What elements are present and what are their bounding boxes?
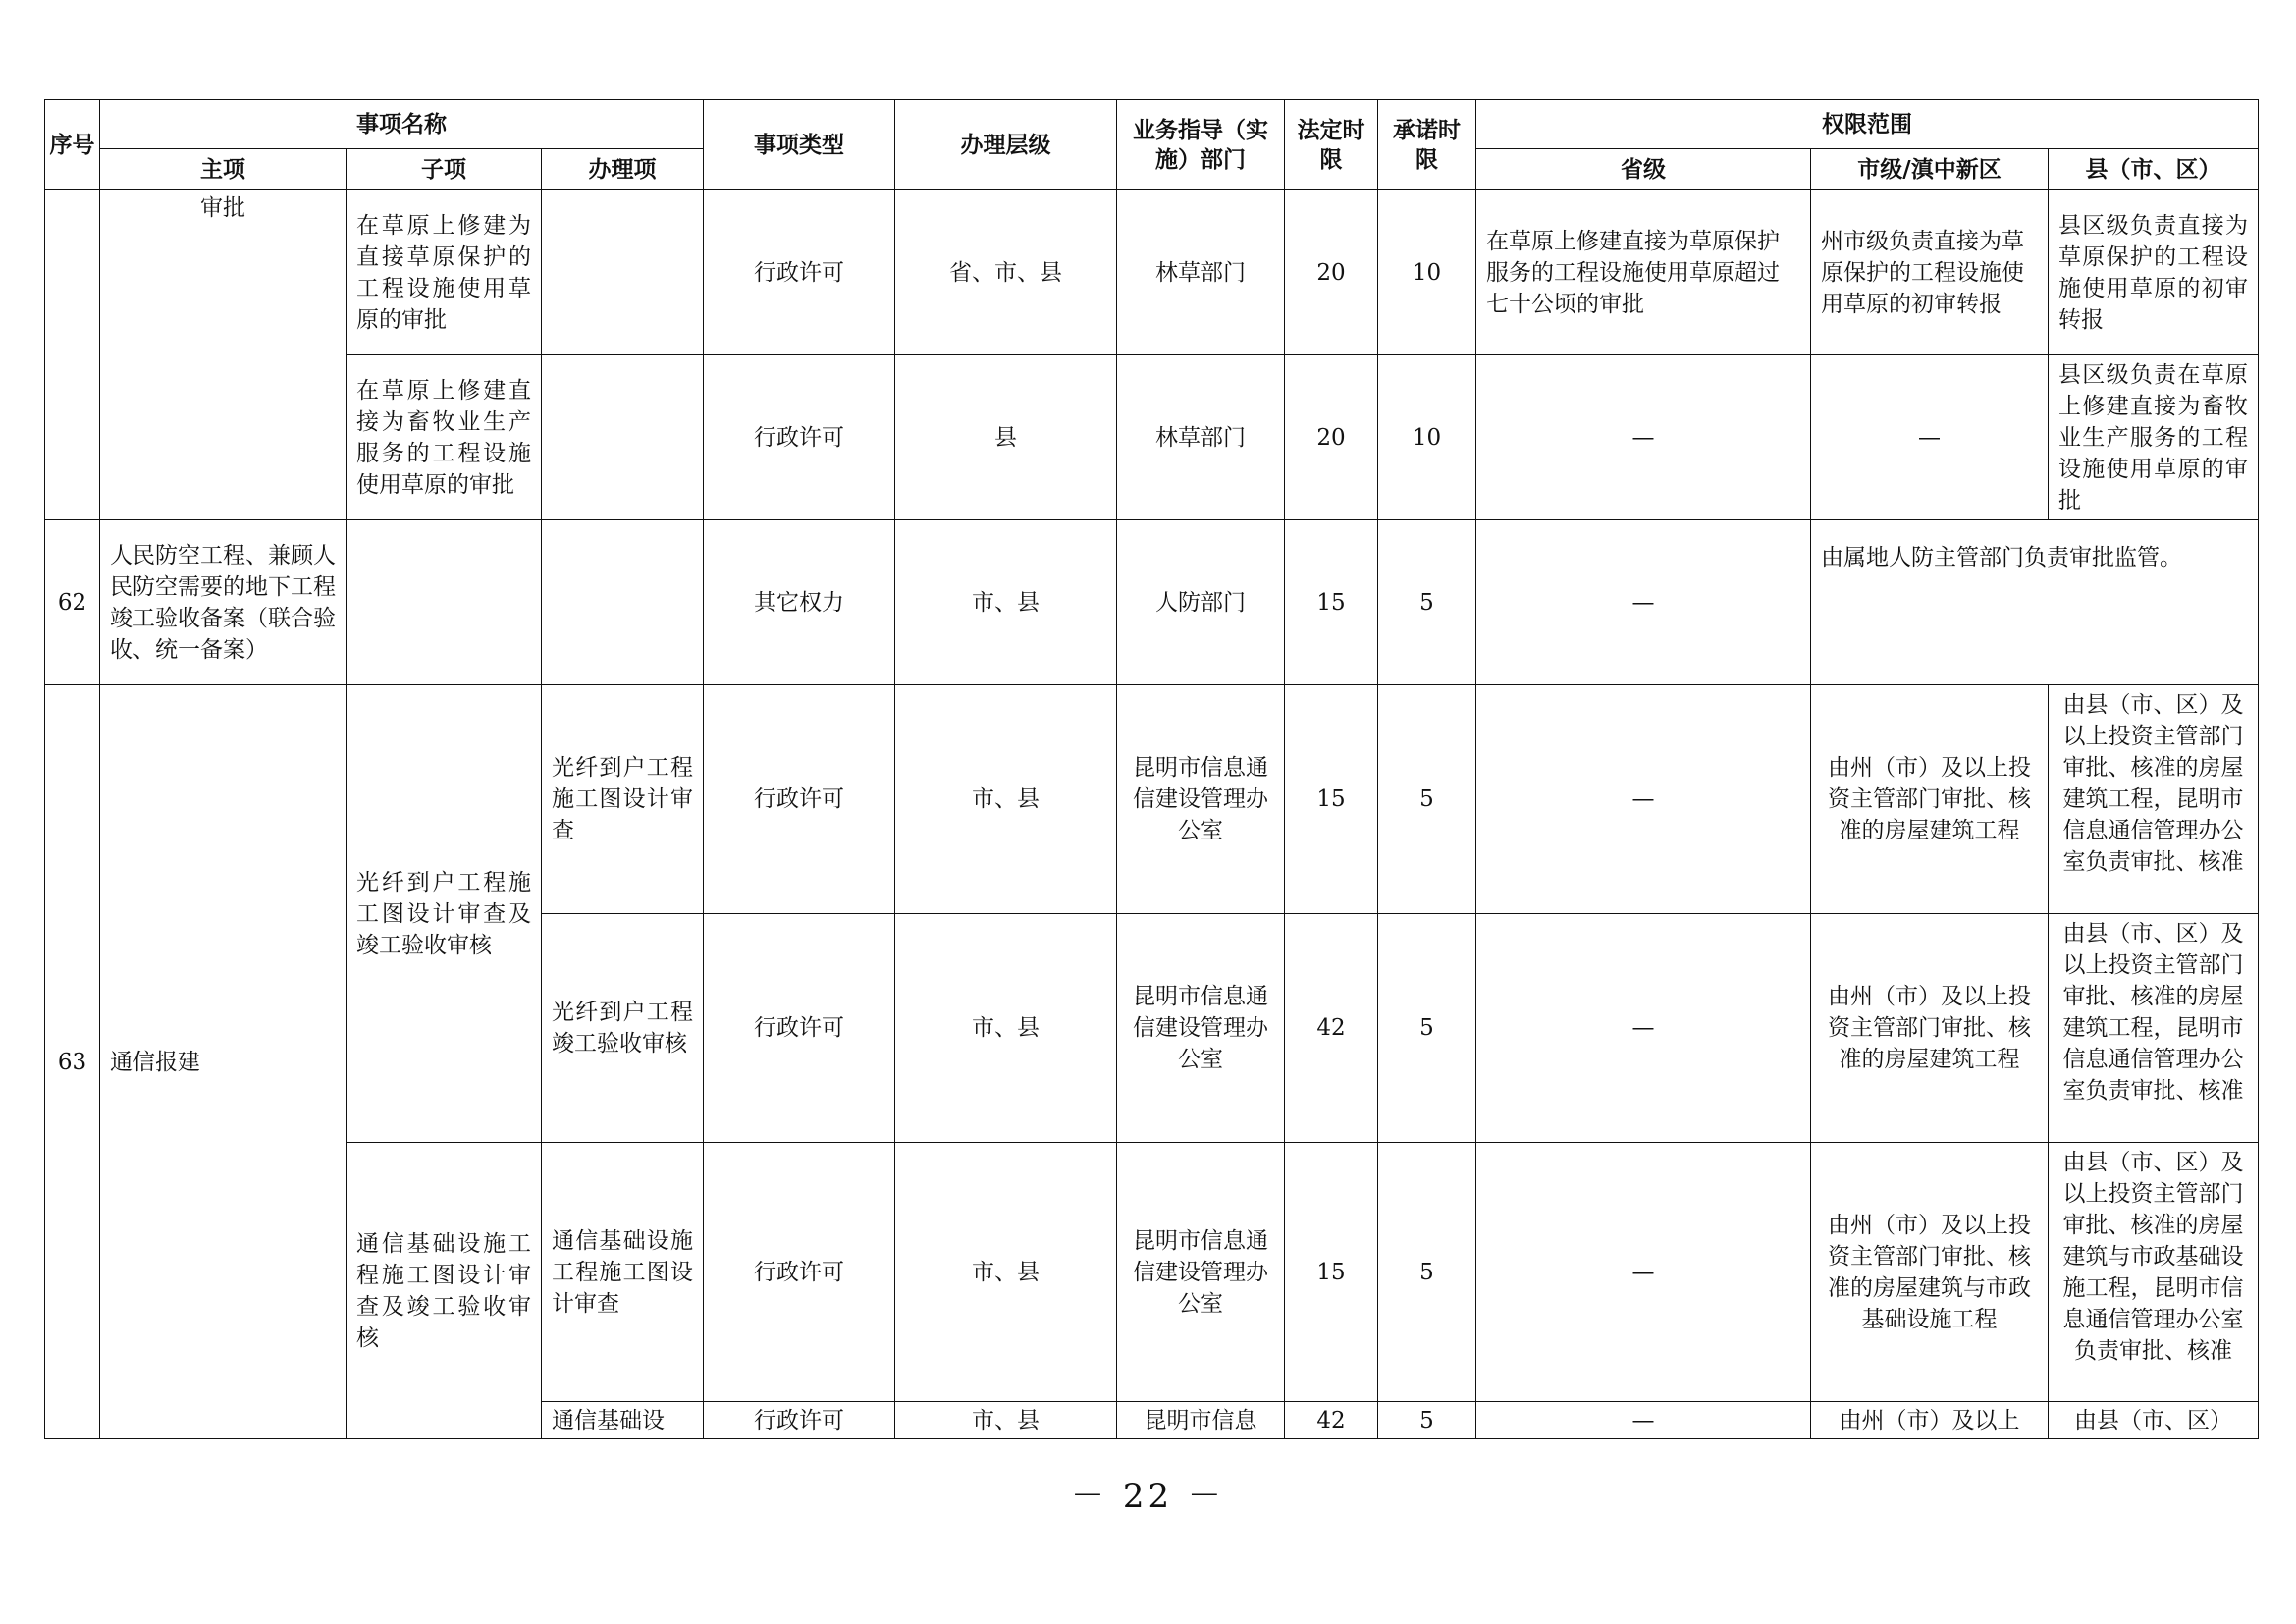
- promise-cell: 5: [1378, 520, 1476, 685]
- table-row: [45, 190, 2259, 355]
- seq-cell: 63: [45, 685, 100, 1439]
- sub-cell: 在草原上修建为直接草原保护的工程设施使用草原的审批: [347, 190, 542, 355]
- promise-cell: 5: [1378, 685, 1476, 914]
- county-cell: [2049, 685, 2259, 914]
- county-text: 由县（市、区）及以上投资主管部门审批、核准的房屋建筑工程，昆明市信息通信管理办公室负责审批、核准: [2062, 921, 2244, 1104]
- city-county-cell: 由属地人防主管部门负责审批监管。: [1811, 520, 2259, 685]
- province-cell: —: [1476, 520, 1811, 685]
- authority-table: [44, 99, 2259, 1439]
- county-cell: [2049, 914, 2259, 1143]
- level-cell: 市、县: [895, 685, 1117, 914]
- city-cell: 由州（市）及以上: [1811, 1402, 2049, 1439]
- city-cell: 州市级负责直接为草原保护的工程设施使用草原的初审转报: [1811, 190, 2049, 355]
- dept-cell: 昆明市信息通信建设管理办公室: [1117, 685, 1285, 914]
- promise-cell: 10: [1378, 355, 1476, 520]
- province-cell: 在草原上修建直接为草原保护服务的工程设施使用草原超过七十公顷的审批: [1476, 190, 1811, 355]
- table-row: [45, 1143, 2259, 1402]
- city-cell: 由州（市）及以上投资主管部门审批、核准的房屋建筑与市政基础设施工程: [1811, 1143, 2049, 1402]
- county-cell: [2049, 1143, 2259, 1402]
- header-legal-limit: 法定时限: [1285, 100, 1378, 190]
- header-sub: 子项: [347, 149, 542, 190]
- handling-cell: [542, 190, 704, 355]
- dept-cell: 林草部门: [1117, 355, 1285, 520]
- legal-cell: 20: [1285, 190, 1378, 355]
- type-cell: 行政许可: [704, 685, 895, 914]
- dept-cell: 人防部门: [1117, 520, 1285, 685]
- level-cell: 市、县: [895, 914, 1117, 1143]
- sub-cell: [347, 520, 542, 685]
- header-item-name: 事项名称: [100, 100, 704, 149]
- handling-cell: 光纤到户工程竣工验收审核: [542, 914, 704, 1143]
- city-cell: —: [1811, 355, 2049, 520]
- type-cell: 行政许可: [704, 355, 895, 520]
- province-cell: —: [1476, 1143, 1811, 1402]
- handling-cell: 通信基础设: [542, 1402, 704, 1439]
- level-cell: 市、县: [895, 1402, 1117, 1439]
- legal-cell: 15: [1285, 1143, 1378, 1402]
- sub-cell: 光纤到户工程施工图设计审查及竣工验收审核: [347, 685, 542, 1143]
- province-cell: —: [1476, 1402, 1811, 1439]
- city-cell: 由州（市）及以上投资主管部门审批、核准的房屋建筑工程: [1811, 685, 2049, 914]
- county-text: 由县（市、区）及以上投资主管部门审批、核准的房屋建筑工程，昆明市信息通信管理办公室负责审批、核准: [2062, 692, 2244, 875]
- header-level: 办理层级: [895, 100, 1117, 190]
- province-cell: —: [1476, 355, 1811, 520]
- promise-cell: 5: [1378, 914, 1476, 1143]
- handling-cell: [542, 520, 704, 685]
- level-cell: 县: [895, 355, 1117, 520]
- header-county: 县（市、区）: [2049, 149, 2259, 190]
- header-main: 主项: [100, 149, 347, 190]
- type-cell: 行政许可: [704, 1143, 895, 1402]
- dept-cell: 昆明市信息通信建设管理办公室: [1117, 914, 1285, 1143]
- legal-cell: 20: [1285, 355, 1378, 520]
- handling-cell: 光纤到户工程施工图设计审查: [542, 685, 704, 914]
- header-scope: 权限范围: [1476, 100, 2259, 149]
- city-cell: 由州（市）及以上投资主管部门审批、核准的房屋建筑工程: [1811, 914, 2049, 1143]
- table-row: [45, 355, 2259, 520]
- type-cell: 其它权力: [704, 520, 895, 685]
- level-cell: 市、县: [895, 520, 1117, 685]
- province-cell: —: [1476, 914, 1811, 1143]
- header-province: 省级: [1476, 149, 1811, 190]
- promise-cell: 5: [1378, 1143, 1476, 1402]
- sub-cell: 在草原上修建直接为畜牧业生产服务的工程设施使用草原的审批: [347, 355, 542, 520]
- promise-cell: 5: [1378, 1402, 1476, 1439]
- table-row: [45, 685, 2259, 914]
- main-cell: 审批: [100, 190, 347, 520]
- header-handling: 办理项: [542, 149, 704, 190]
- table-row: [45, 520, 2259, 685]
- dept-cell: 林草部门: [1117, 190, 1285, 355]
- dept-cell: 昆明市信息: [1117, 1402, 1285, 1439]
- header-promise-limit: 承诺时限: [1378, 100, 1476, 190]
- county-cell: 县区级负责直接为草原保护的工程设施使用草原的初审转报: [2049, 190, 2259, 355]
- level-cell: 省、市、县: [895, 190, 1117, 355]
- legal-cell: 15: [1285, 520, 1378, 685]
- seq-cell: 62: [45, 520, 100, 685]
- level-cell: 市、县: [895, 1143, 1117, 1402]
- county-cell: 由县（市、区）: [2049, 1402, 2259, 1439]
- header-type: 事项类型: [704, 100, 895, 190]
- handling-cell: 通信基础设施工程施工图设计审查: [542, 1143, 704, 1402]
- promise-cell: 10: [1378, 190, 1476, 355]
- county-text: 由县（市、区）及以上投资主管部门审批、核准的房屋建筑与市政基础设施工程，昆明市信息通信管理办公室负责审批、核准: [2062, 1150, 2244, 1364]
- main-cell: 通信报建: [100, 685, 347, 1439]
- main-cell: 人民防空工程、兼顾人民防空需要的地下工程竣工验收备案（联合验收、统一备案）: [100, 520, 347, 685]
- seq-cell: [45, 190, 100, 520]
- county-cell: 县区级负责在草原上修建直接为畜牧业生产服务的工程设施使用草原的审批: [2049, 355, 2259, 520]
- dept-cell: 昆明市信息通信建设管理办公室: [1117, 1143, 1285, 1402]
- header-dept: 业务指导（实施）部门: [1117, 100, 1285, 190]
- type-cell: 行政许可: [704, 914, 895, 1143]
- province-cell: —: [1476, 685, 1811, 914]
- page-number: － 22 －: [1071, 1477, 1225, 1516]
- legal-cell: 42: [1285, 914, 1378, 1143]
- legal-cell: 42: [1285, 1402, 1378, 1439]
- type-cell: 行政许可: [704, 190, 895, 355]
- header-seq: 序号: [45, 100, 100, 190]
- type-cell: 行政许可: [704, 1402, 895, 1439]
- sub-cell: 通信基础设施工程施工图设计审查及竣工验收审核: [347, 1143, 542, 1439]
- legal-cell: 15: [1285, 685, 1378, 914]
- header-city: 市级/滇中新区: [1811, 149, 2049, 190]
- handling-cell: [542, 355, 704, 520]
